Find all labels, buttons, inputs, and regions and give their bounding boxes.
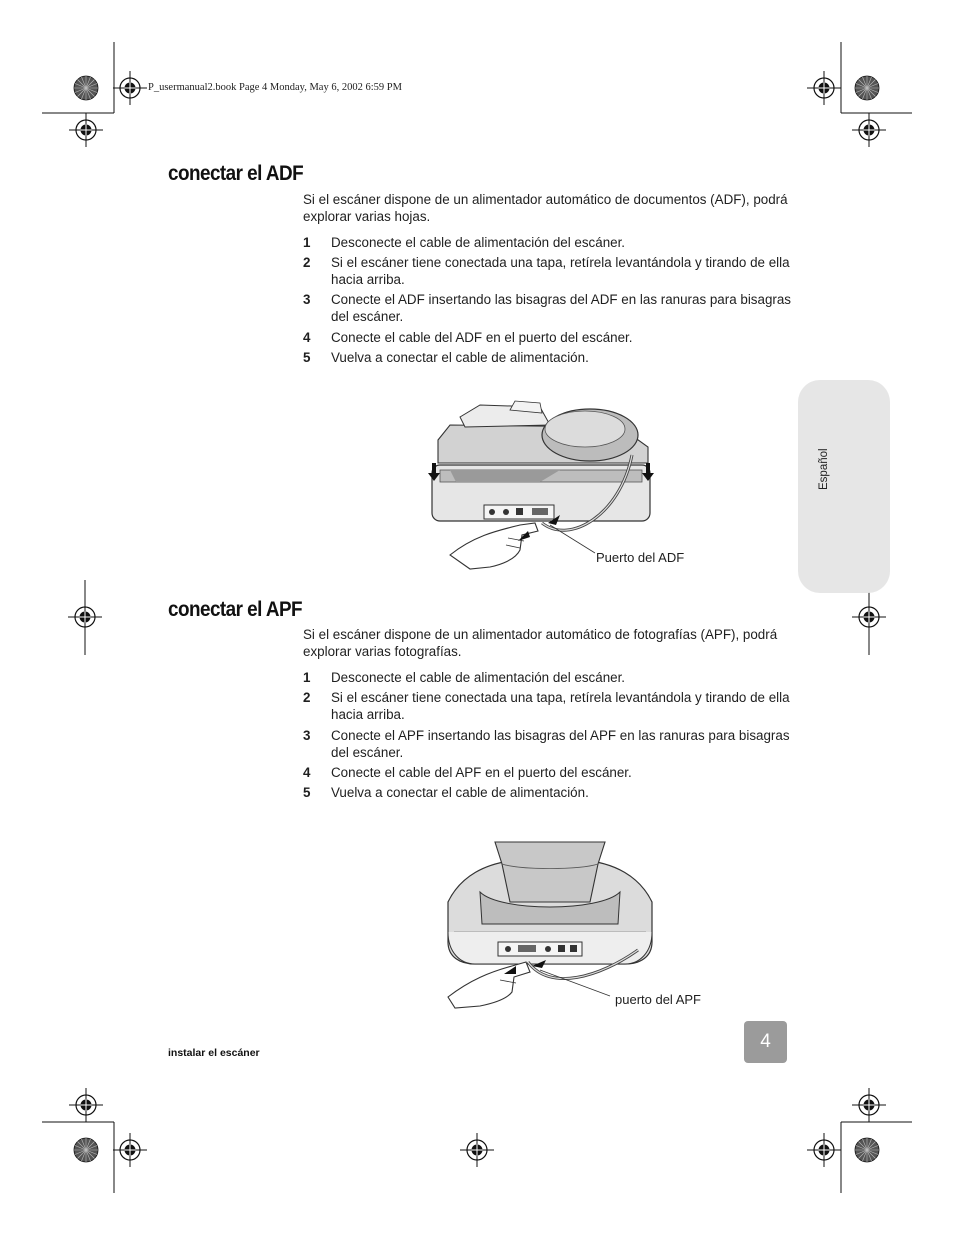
page-number: 4 [760, 1031, 771, 1052]
step-number: 1 [303, 235, 311, 250]
step-number: 4 [303, 765, 311, 780]
step-number: 3 [303, 728, 311, 743]
apf-scanner-illustration [440, 832, 660, 1012]
step-number: 2 [303, 255, 311, 270]
section-intro-adf: Si el escáner dispone de un alimentador automático de documentos (ADF), podrá explorar varias hojas. [303, 192, 788, 224]
step-text: Desconecte el cable de alimentación del escáner. [331, 235, 626, 250]
figure-caption-apf: puerto del APF [615, 992, 701, 1007]
section-title-adf: conectar el ADF [168, 162, 304, 185]
language-side-tab [798, 380, 890, 593]
step-text: Si el escáner tiene conectada una tapa, retírela levantándola y tirando de ella hacia arriba. [331, 690, 790, 722]
step-text: Vuelva a conectar el cable de alimentación. [331, 785, 589, 800]
step-text: Conecte el cable del ADF en el puerto del escáner. [331, 330, 633, 345]
step-text: Conecte el cable del APF en el puerto del escáner. [331, 765, 632, 780]
step-text: Conecte el ADF insertando las bisagras del ADF en las ranuras para bisagras del escáner. [331, 292, 791, 324]
section-title-apf: conectar el APF [168, 598, 303, 621]
section-intro-apf: Si el escáner dispone de un alimentador automático de fotografías (APF), podrá explorar varias fotografías. [303, 627, 778, 659]
step-text: Desconecte el cable de alimentación del escáner. [331, 670, 626, 685]
page-number-box [744, 1021, 787, 1063]
figure-caption-adf: Puerto del ADF [596, 550, 685, 565]
step-number: 3 [303, 292, 311, 307]
book-header-info: P_usermanual2.book Page 4 Monday, May 6, 2002 6:59 PM [148, 82, 402, 93]
step-number: 5 [303, 350, 311, 365]
adf-scanner-illustration [420, 395, 660, 575]
step-text: Vuelva a conectar el cable de alimentación. [331, 350, 589, 365]
step-number: 1 [303, 670, 311, 685]
step-text: Si el escáner tiene conectada una tapa, retírela levantándola y tirando de ella hacia arriba. [331, 255, 790, 287]
language-tab-label: Español [818, 448, 830, 490]
step-number: 5 [303, 785, 311, 800]
step-number: 2 [303, 690, 311, 705]
step-number: 4 [303, 330, 311, 345]
footer-chapter-title: instalar el escáner [168, 1047, 260, 1059]
step-text: Conecte el APF insertando las bisagras del APF en las ranuras para bisagras del escáner. [331, 728, 790, 760]
